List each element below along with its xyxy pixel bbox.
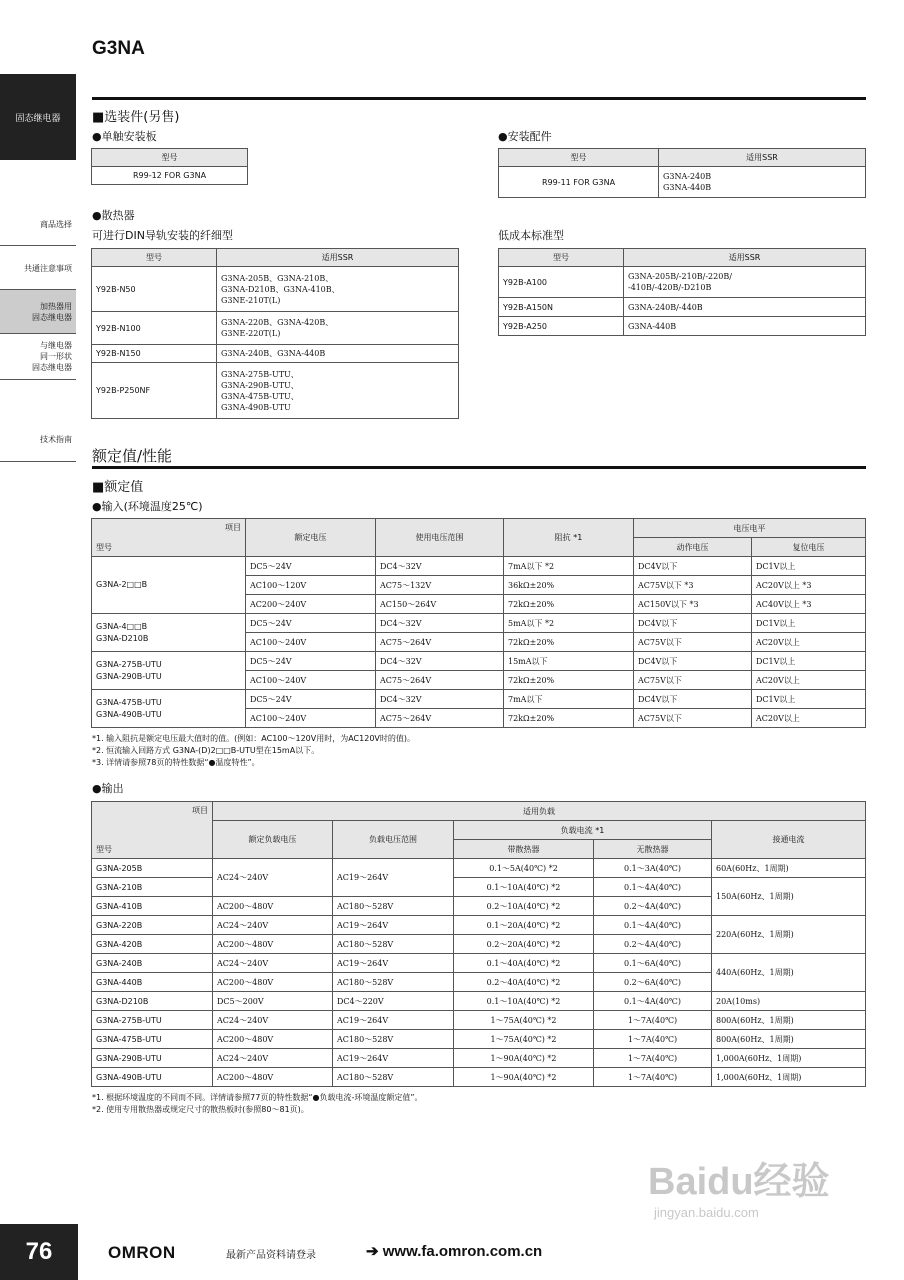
table-cell: 72kΩ±20%: [504, 709, 634, 728]
model-cell: G3NA-275B-UTU G3NA-290B-UTU: [92, 652, 246, 690]
output-title: ●输出: [92, 782, 124, 795]
model-cell: G3NA-410B: [92, 897, 213, 916]
table-cell: AC100～120V: [246, 576, 376, 595]
col-header: 型号: [499, 149, 659, 167]
model-cell: G3NA-D210B: [92, 992, 213, 1011]
model-cell: G3NA-210B: [92, 878, 213, 897]
input-table: [91, 518, 866, 728]
table-cell: DC4V以下: [634, 614, 752, 633]
note-line: *2. 使用专用散热器或规定尺寸的散热板时(参照80～81页)。: [92, 1105, 309, 1114]
footer-url-text[interactable]: www.fa.omron.com.cn: [382, 1243, 543, 1260]
table-cell: G3NA-205B/-210B/-220B/ -410B/-420B/-D210B: [624, 267, 866, 298]
table-cell: AC200～480V: [213, 1030, 333, 1049]
table-row: [92, 312, 459, 345]
model-cell: G3NA-275B-UTU: [92, 1011, 213, 1030]
table-cell: 0.2～6A(40℃): [594, 973, 712, 992]
section-rule: [92, 466, 866, 469]
table-cell: 1～7A(40℃): [594, 1030, 712, 1049]
table-cell: AC180～528V: [333, 935, 454, 954]
table-cell: 7mA以下: [504, 690, 634, 709]
col-header: 复位电压: [752, 538, 866, 557]
input-title: ●输入(环境温度25℃): [92, 500, 203, 513]
col-header: 额定电压: [246, 519, 376, 557]
corner-cell: [92, 802, 213, 859]
model-cell: G3NA-490B-UTU: [92, 1068, 213, 1087]
table-cell: AC75V以下: [634, 633, 752, 652]
col-header: 适用SSR: [659, 149, 866, 167]
table-cell: DC1V以上: [752, 652, 866, 671]
table-cell: 0.1～20A(40℃) *2: [454, 916, 594, 935]
model-cell: G3NA-290B-UTU: [92, 1049, 213, 1068]
table-cell: AC150～264V: [376, 595, 504, 614]
watermark: [648, 1150, 830, 1220]
table-row: [92, 1049, 866, 1068]
model-cell: G3NA-4□□B G3NA-D210B: [92, 614, 246, 652]
table-cell: DC5～24V: [246, 690, 376, 709]
table-row: [92, 1068, 866, 1087]
arrow-right-icon: ➔: [366, 1243, 383, 1260]
table-cell: 0.2～10A(40℃) *2: [454, 897, 594, 916]
table-cell: DC1V以上: [752, 690, 866, 709]
table-cell: 0.1～10A(40℃) *2: [454, 992, 594, 1011]
col-header: 型号: [92, 149, 248, 167]
slim-title: 可进行DIN导轨安装的纤细型: [92, 229, 233, 242]
table-cell: AC180～528V: [333, 1030, 454, 1049]
table-cell: DC5～200V: [213, 992, 333, 1011]
table-cell: G3NA-240B G3NA-440B: [659, 167, 866, 198]
table-cell: DC4～32V: [376, 557, 504, 576]
table-cell: 1～90A(40℃) *2: [454, 1049, 594, 1068]
watermark-url: jingyan.baidu.com: [654, 1205, 759, 1220]
mount-title: ●安装配件: [498, 130, 552, 143]
table-row: [92, 345, 459, 363]
table-cell: AC200～240V: [246, 595, 376, 614]
table-cell: AC75～264V: [376, 671, 504, 690]
table-cell: 72kΩ±20%: [504, 595, 634, 614]
table-row: [92, 1030, 866, 1049]
page-number: 76: [0, 1224, 78, 1280]
side-nav-item[interactable]: 加热器用 固态继电器: [0, 290, 76, 334]
table-cell: AC19～264V: [333, 859, 454, 897]
table-cell: AC24～240V: [213, 1011, 333, 1030]
table-cell: DC1V以上: [752, 557, 866, 576]
lowcost-title: 低成本标准型: [498, 229, 564, 242]
table-cell: G3NA-240B/-440B: [624, 298, 866, 317]
table-cell: AC180～528V: [333, 897, 454, 916]
col-header: 使用电压范围: [376, 519, 504, 557]
table-cell: G3NA-275B-UTU、 G3NA-290B-UTU、 G3NA-475B-UTU、 G3NA-490B-UTU: [217, 363, 459, 419]
table-row: [92, 916, 866, 935]
table-cell: DC4～32V: [376, 614, 504, 633]
side-nav-item[interactable]: 技术指南: [0, 418, 76, 462]
table-cell: DC1V以上: [752, 614, 866, 633]
col-header: 带散热器: [454, 840, 594, 859]
table-row: [499, 298, 866, 317]
table-cell: G3NA-220B、G3NA-420B、 G3NE-220T(L): [217, 312, 459, 345]
table-row: [92, 363, 459, 419]
model-cell: G3NA-475B-UTU G3NA-490B-UTU: [92, 690, 246, 728]
col-header: 阻抗 *1: [504, 519, 634, 557]
model-cell: G3NA-440B: [92, 973, 213, 992]
col-header: 接通电流: [712, 821, 866, 859]
table-cell: AC40V以上 *3: [752, 595, 866, 614]
corner-cell: [92, 519, 246, 557]
table-row: [92, 1011, 866, 1030]
table-cell: 0.1～4A(40℃): [594, 916, 712, 935]
corner-model: 型号: [96, 845, 112, 854]
table-cell: 0.1～40A(40℃) *2: [454, 954, 594, 973]
table-cell: AC20V以上: [752, 709, 866, 728]
table-cell: 72kΩ±20%: [504, 671, 634, 690]
footer-url[interactable]: [366, 1242, 542, 1260]
table-cell: 220A(60Hz、1周期): [712, 916, 866, 954]
table-cell: AC100～240V: [246, 671, 376, 690]
table-cell: 1～7A(40℃): [594, 1049, 712, 1068]
table-row: [92, 690, 866, 709]
table-cell: 0.2～40A(40℃) *2: [454, 973, 594, 992]
table-cell: DC4～220V: [333, 992, 454, 1011]
note-line: *3. 详情请参照78页的特性数据“●温度特性”。: [92, 758, 260, 767]
table-row: [499, 267, 866, 298]
slim-heatsink-table: [91, 248, 459, 419]
table-cell: 440A(60Hz、1周期): [712, 954, 866, 992]
table-cell: AC24～240V: [213, 1049, 333, 1068]
table-cell: G3NA-440B: [624, 317, 866, 336]
table-cell: DC4V以下: [634, 690, 752, 709]
table-cell: AC75～264V: [376, 633, 504, 652]
model-cell: G3NA-240B: [92, 954, 213, 973]
table-cell: Y92B-N150: [92, 345, 217, 363]
table-cell: 20A(10ms): [712, 992, 866, 1011]
table-cell: AC75V以下: [634, 709, 752, 728]
table-cell: 1～75A(40℃) *2: [454, 1011, 594, 1030]
watermark-brand: Baidu经验: [648, 1161, 830, 1203]
table-cell: 1,000A(60Hz、1周期): [712, 1068, 866, 1087]
output-notes: [92, 1092, 423, 1116]
table-row: [92, 992, 866, 1011]
table-cell: AC200～480V: [213, 973, 333, 992]
table-cell: AC200～480V: [213, 1068, 333, 1087]
table-cell: 60A(60Hz、1周期): [712, 859, 866, 878]
table-cell: 15mA以下: [504, 652, 634, 671]
table-cell: DC5～24V: [246, 614, 376, 633]
table-cell: AC75～264V: [376, 709, 504, 728]
table-cell: 0.1～6A(40℃): [594, 954, 712, 973]
table-cell: AC20V以上: [752, 671, 866, 690]
table-cell: R99-12 FOR G3NA: [92, 167, 248, 185]
table-cell: AC100～240V: [246, 709, 376, 728]
table-cell: AC24～240V: [213, 859, 333, 897]
table-cell: AC150V以下 *3: [634, 595, 752, 614]
table-cell: 800A(60Hz、1周期): [712, 1030, 866, 1049]
single-mount-title: ●单触安装板: [92, 130, 157, 143]
table-cell: 1～7A(40℃): [594, 1068, 712, 1087]
heatsink-title: ●散热器: [92, 209, 135, 222]
table-cell: DC4V以下: [634, 557, 752, 576]
table-cell: DC4～32V: [376, 690, 504, 709]
side-nav-item[interactable]: 与继电器 同一形状 固态继电器: [0, 334, 76, 380]
table-cell: AC19～264V: [333, 1011, 454, 1030]
table-cell: 150A(60Hz、1周期): [712, 878, 866, 916]
options-heading: ■选装件(另售): [92, 110, 180, 125]
model-cell: G3NA-205B: [92, 859, 213, 878]
table-cell: AC75V以下: [634, 671, 752, 690]
table-cell: 1～7A(40℃): [594, 1011, 712, 1030]
col-header: 负载电流 *1: [454, 821, 712, 840]
col-header: 型号: [92, 249, 217, 267]
table-cell: 0.1～3A(40℃): [594, 859, 712, 878]
col-header: 型号: [499, 249, 624, 267]
section-rule: [92, 97, 866, 100]
table-cell: 0.1～4A(40℃): [594, 878, 712, 897]
model-cell: G3NA-2□□B: [92, 557, 246, 614]
col-header: 动作电压: [634, 538, 752, 557]
input-notes: [92, 733, 415, 769]
table-row: [92, 954, 866, 973]
ratings-heading: 额定值/性能: [92, 447, 173, 465]
table-row: [499, 317, 866, 336]
table-cell: Y92B-N50: [92, 267, 217, 312]
table-cell: DC5～24V: [246, 652, 376, 671]
col-header: 无散热器: [594, 840, 712, 859]
note-line: *1. 根据环境温度的不同而不同。详情请参照77页的特性数据“●负载电流-环境温度额定值”。: [92, 1093, 423, 1102]
corner-item: 项目: [192, 806, 208, 815]
table-cell: AC200～480V: [213, 897, 333, 916]
output-table: [91, 801, 866, 1087]
table-row: [92, 267, 459, 312]
table-cell: AC100～240V: [246, 633, 376, 652]
footer-text: 最新产品资料请登录: [226, 1250, 316, 1261]
table-cell: AC75V以下 *3: [634, 576, 752, 595]
table-cell: 1～90A(40℃) *2: [454, 1068, 594, 1087]
table-cell: AC180～528V: [333, 973, 454, 992]
table-cell: 0.2～4A(40℃): [594, 935, 712, 954]
model-cell: G3NA-420B: [92, 935, 213, 954]
table-cell: 0.1～5A(40℃) *2: [454, 859, 594, 878]
table-cell: 0.1～4A(40℃): [594, 992, 712, 1011]
col-header: 负载电压范围: [333, 821, 454, 859]
table-cell: 800A(60Hz、1周期): [712, 1011, 866, 1030]
table-cell: 36kΩ±20%: [504, 576, 634, 595]
table-cell: 0.2～20A(40℃) *2: [454, 935, 594, 954]
note-line: *1. 输入阻抗是额定电压最大值时的值。(例如：AC100～120V用时，为AC120V时的值)。: [92, 734, 416, 743]
table-cell: Y92B-A250: [499, 317, 624, 336]
table-cell: AC19～264V: [333, 1049, 454, 1068]
table-row: [92, 878, 866, 897]
table-cell: AC200～480V: [213, 935, 333, 954]
table-cell: 72kΩ±20%: [504, 633, 634, 652]
table-cell: DC4V以下: [634, 652, 752, 671]
table-cell: 1,000A(60Hz、1周期): [712, 1049, 866, 1068]
table-cell: 5mA以下 *2: [504, 614, 634, 633]
table-cell: G3NA-240B、G3NA-440B: [217, 345, 459, 363]
table-cell: DC5～24V: [246, 557, 376, 576]
mount-table: [498, 148, 866, 198]
table-cell: R99-11 FOR G3NA: [499, 167, 659, 198]
table-cell: 1～75A(40℃) *2: [454, 1030, 594, 1049]
table-cell: G3NA-205B、G3NA-210B、 G3NA-D210B、G3NA-410B、 G3NE-210T(L): [217, 267, 459, 312]
table-cell: AC75～132V: [376, 576, 504, 595]
page-title: G3NA: [92, 38, 145, 59]
model-cell: G3NA-220B: [92, 916, 213, 935]
table-cell: AC24～240V: [213, 916, 333, 935]
col-header: 额定负载电压: [213, 821, 333, 859]
table-cell: Y92B-A150N: [499, 298, 624, 317]
ratings-sub: ■额定值: [92, 480, 144, 495]
side-nav-item[interactable]: 商品选择: [0, 204, 76, 246]
single-mount-table: [91, 148, 248, 185]
col-header: 电压电平: [634, 519, 866, 538]
lowcost-heatsink-table: [498, 248, 866, 336]
table-cell: 0.1～10A(40℃) *2: [454, 878, 594, 897]
table-cell: AC19～264V: [333, 954, 454, 973]
col-header: 适用SSR: [624, 249, 866, 267]
corner-item: 项目: [225, 523, 241, 532]
side-nav-item[interactable]: 共通注意事项: [0, 248, 76, 290]
table-cell: AC20V以上 *3: [752, 576, 866, 595]
table-cell: AC20V以上: [752, 633, 866, 652]
table-row: [92, 614, 866, 633]
table-cell: AC19～264V: [333, 916, 454, 935]
side-tab-active[interactable]: 固态继电器: [0, 74, 76, 160]
table-cell: Y92B-N100: [92, 312, 217, 345]
corner-model: 型号: [96, 543, 112, 552]
table-cell: AC24～240V: [213, 954, 333, 973]
table-row: [92, 557, 866, 576]
table-row: [92, 652, 866, 671]
note-line: *2. 恒流输入回路方式 G3NA-(D)2□□B-UTU型在15mA以下。: [92, 746, 320, 755]
table-cell: AC180～528V: [333, 1068, 454, 1087]
omron-logo: OMRON: [108, 1243, 176, 1262]
col-header: 适用负载: [213, 802, 866, 821]
table-cell: 7mA以下 *2: [504, 557, 634, 576]
model-cell: G3NA-475B-UTU: [92, 1030, 213, 1049]
table-cell: Y92B-A100: [499, 267, 624, 298]
col-header: 适用SSR: [217, 249, 459, 267]
table-cell: 0.2～4A(40℃): [594, 897, 712, 916]
table-cell: Y92B-P250NF: [92, 363, 217, 419]
table-cell: DC4～32V: [376, 652, 504, 671]
table-row: [92, 859, 866, 878]
